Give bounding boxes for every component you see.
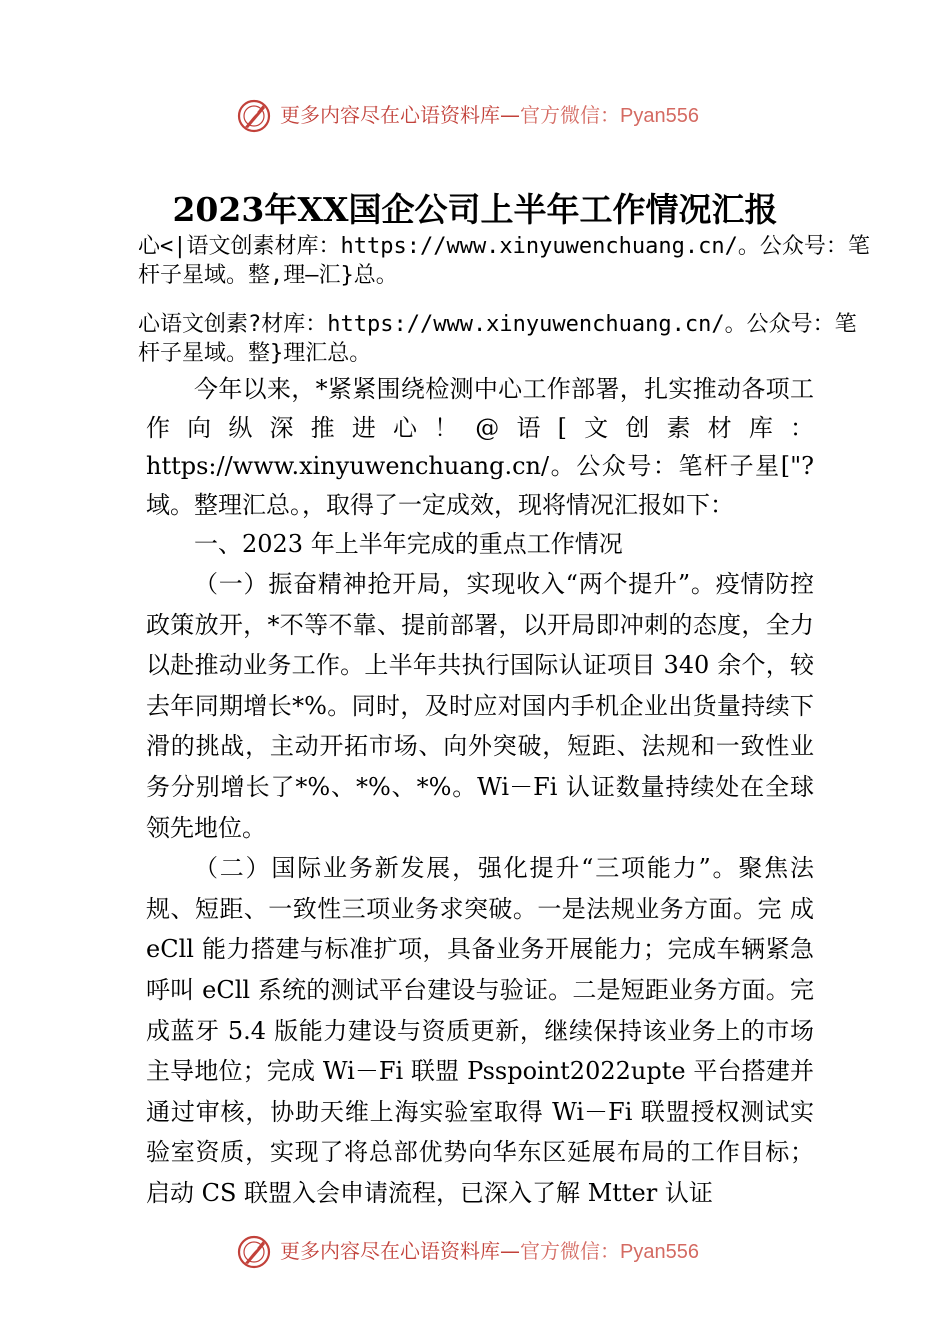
watermark-main: 更多内容尽在心语资料库— bbox=[280, 103, 520, 127]
wechat-id: Pyan556 bbox=[620, 105, 699, 127]
quill-seal-icon bbox=[236, 98, 272, 134]
intro-paragraph: 今年以来，*紧紧围绕检测中心工作部署，扎实推动各项工作向纵深推进心！@语[文创素材库：https://www.xinyuwenchuang.cn/。公众号：笔杆子星["?域。整理汇总。，取得了一定成效，现将情况汇报如下： bbox=[146, 375, 814, 519]
watermark-main: 更多内容尽在心语资料库— bbox=[280, 1239, 520, 1263]
watermark-text bbox=[280, 102, 699, 129]
quill-seal-icon bbox=[236, 1234, 272, 1270]
wechat-id: Pyan556 bbox=[620, 1241, 699, 1263]
paragraph-1: （一）振奋精神抢开局，实现收入“两个提升”。疫情防控政策放开，*不等不靠、提前部署，以开局即冲刺的态度，全力以赴推动业务工作。上半年共执行国际认证项目 340 余个，较去年同期增长*%。同时，及时应对国内手机企业出货量持续下滑的挑战，主动开拓市场、向外突破，短距、法规和一致性业务分别增长了*%、*%、*%。Wi－Fi 认证数量持续处在全球领先地位。 bbox=[146, 570, 814, 842]
source-note-1: 心<|语文创素材库：https://www.xinyuwenchuang.cn/。公众号：笔杆子星域。整,理—汇}总。 bbox=[138, 234, 870, 288]
watermark-text bbox=[280, 1238, 699, 1265]
footer-watermark-banner bbox=[0, 1232, 950, 1272]
document-title: 2023年XX国企公司上半年工作情况汇报 bbox=[172, 190, 778, 229]
source-note-2: 心语文创素?材库：https://www.xinyuwenchuang.cn/。公众号：笔杆子星域。整}理汇总。 bbox=[138, 312, 857, 366]
wechat-label: 官方微信： bbox=[520, 105, 620, 127]
document-body bbox=[146, 370, 814, 1214]
wechat-label: 官方微信： bbox=[520, 1241, 620, 1263]
header-watermark-banner bbox=[0, 96, 950, 136]
paragraph-2: （二）国际业务新发展，强化提升“三项能力”。聚焦法规、短距、一致性三项业务求突破。一是法规业务方面。完 成 eCll 能力搭建与标准扩项，具备业务开展能力；完成车辆紧急呼叫 eCll 系统的测试平台建设与验证。二是短距业务方面。完成蓝牙 5.4 版能力建设与资质更新，继续保持该业务上的市场主导地位；完成 Wi－Fi 联盟 Psspoint2022upte 平台搭建并通过审核，协助天维上海实验室取得 Wi－Fi 联盟授权测试实验室资质，实现了将总部优势向华东区延展布局的工作目标；启动 CS 联盟入会申请流程，已深入了解 Mtter 认证 bbox=[146, 854, 814, 1207]
section-heading: 一、2023 年上半年完成的重点工作情况 bbox=[194, 530, 623, 558]
